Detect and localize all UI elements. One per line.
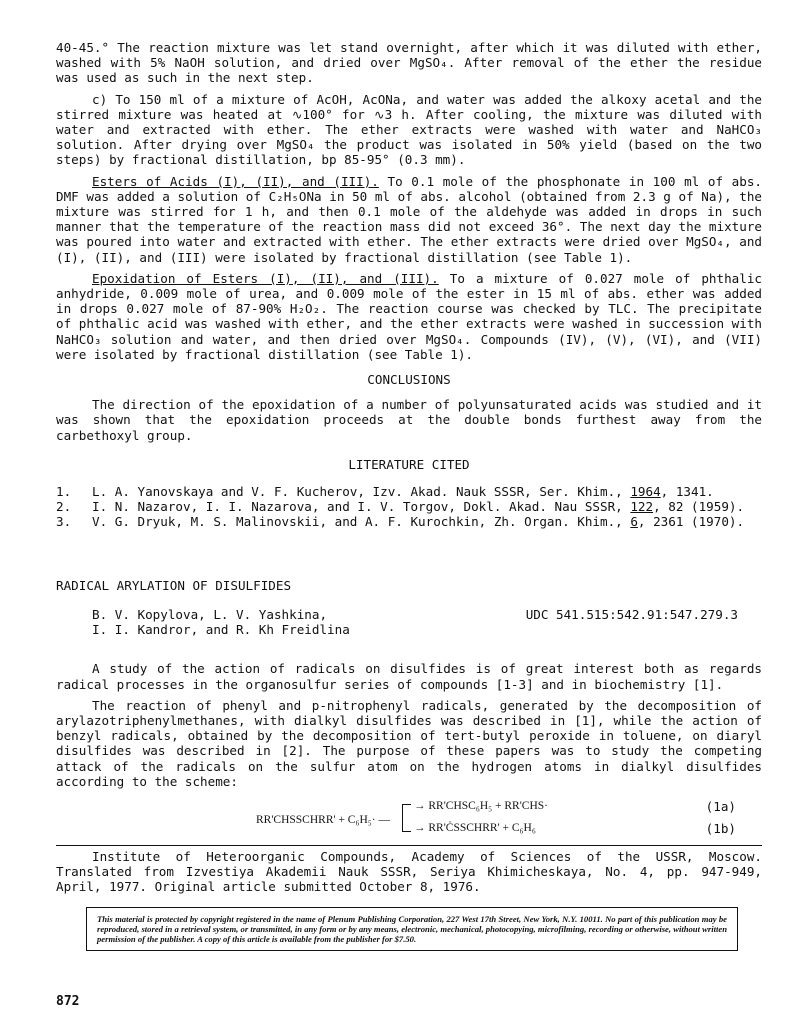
subheading-epoxidation: Epoxidation of Esters (I), (II), and (III).: [92, 270, 439, 286]
reaction-scheme: [56, 799, 762, 841]
footnote-divider: [56, 845, 762, 846]
reference-item: [56, 499, 762, 514]
reference-number: 1.: [56, 484, 72, 500]
scheme-product-1b: → RR'ĊSSCHRR' + C₆H₆: [414, 821, 536, 834]
equation-label-1a: (1a): [705, 798, 736, 814]
affiliation-note: Institute of Heteroorganic Compounds, Academy of Sciences of the USSR, Moscow. Translated from Izvestiya Akademii Nauk SSSR, Seriya Khimicheskaya, No. 4, pp. 947-949, April, 1977. Original article submitted October 8, 1976.: [56, 848, 762, 895]
scheme-product-1a: → RR'CHSC₆H₅ + RR'CHS·: [414, 799, 549, 812]
paragraph-esters-body: To 0.1 mole of the phosphonate in 100 ml of abs. DMF was added a solution of C₂H₅ONa in 50 ml of abs. alcohol (obtained from 2.3 g of Na), the mixture was stirred for 1 h, and then 0.1 mole of the aldehyde was added in drops in such manner that the temperature of the reaction mass did not exceed 36°. The next day the mixture was poured into water and extracted with ether. The ether extracts were dried over MgSO₄, and (I), (II), and (III) were isolated by fractional distillation (see Table 1).: [56, 173, 762, 265]
reference-item: [56, 484, 762, 499]
reference-citation: I. N. Nazarov, I. I. Nazarova, and I. V. Torgov, Dokl. Akad. Nau SSSR,: [92, 499, 631, 515]
reference-item: [56, 514, 762, 529]
authors-block: [56, 607, 762, 637]
authors-line: I. I. Kandror, and R. Kh Freidlina: [92, 622, 350, 638]
paragraph-continuation: 40-45.° The reaction mixture was let stand overnight, after which it was diluted with ether, washed with 5% NaOH solution, and dried over MgSO₄. After removal of the ether the residue was used as such in the next step.: [56, 40, 762, 86]
scheme-bracket: [402, 804, 411, 832]
equation-label-1b: (1b): [705, 820, 736, 836]
reference-pages: , 1341.: [660, 484, 714, 500]
paragraph-esters: [56, 174, 762, 265]
document-page: [56, 40, 762, 951]
copyright-notice: This material is protected by copyright registered in the name of Plenum Publishing Corporation, 227 West 17th Street, New York, N.Y. 10011. No part of this publication may be reproduced, stored in a retrieval system, or transmitted, in any form or by any means, electronic, mechanical, photocopying, microfilming, recording or otherwise, without written permission of the publisher. A copy of this article is available from the publisher for $7.50.: [86, 907, 738, 951]
reference-list: [56, 484, 762, 530]
reference-volume: 1964: [630, 484, 661, 500]
reference-number: 3.: [56, 514, 72, 530]
authors: [92, 607, 350, 637]
article-paragraph: The reaction of phenyl and p-nitrophenyl radicals, generated by the decomposition of arylazotriphenylmethanes, with dialkyl disulfides was described in [1], while the action of benzyl radicals, obtained by the decomposition of tert-butyl peroxide in toluene, on diaryl disulfides was described in [2]. The purpose of these papers was to study the competing attack of the radicals on the sulfur atom on the hydrogen atoms in dialkyl disulfides according to the scheme:: [56, 697, 762, 789]
article-title: RADICAL ARYLATION OF DISULFIDES: [56, 577, 292, 593]
reference-citation: V. G. Dryuk, M. S. Malinovskii, and A. F. Kurochkin, Zh. Organ. Khim.,: [92, 514, 631, 530]
paragraph-epoxidation-body: To a mixture of 0.027 mole of phthalic anhydride, 0.009 mole of urea, and 0.009 mole of the ester in 15 ml of abs. ether was added in drops 0.027 mole of 87-90% H₂O₂. The reaction course was checked by TLC. The precipitate of phthalic acid was washed with ether, and the ether extracts were washed in succession with NaHCO₃ solution and water, and then dried over MgSO₄. Compounds (IV), (V), (VI), and (VII) were isolated by fractional distillation (see Table 1).: [56, 270, 763, 362]
article-intro: A study of the action of radicals on disulfides is of great interest both as regards radical processes in the organosulfur series of compounds [1-3] and in biochemistry [1].: [56, 661, 762, 692]
reference-pages: , 2361 (1970).: [637, 514, 745, 530]
reference-citation: L. A. Yanovskaya and V. F. Kucherov, Izv. Akad. Nauk SSSR, Ser. Khim.,: [92, 484, 631, 500]
subheading-esters: Esters of Acids (I), (II), and (III).: [92, 173, 379, 189]
conclusions-heading: CONCLUSIONS: [367, 372, 451, 388]
reference-volume: 122: [630, 499, 654, 515]
authors-line: B. V. Kopylova, L. V. Yashkina,: [92, 606, 328, 622]
paragraph-epoxidation: [56, 271, 762, 362]
reference-volume: 6: [630, 514, 638, 530]
reference-text: [92, 499, 744, 514]
reference-text: [92, 514, 744, 529]
udc-code: UDC 541.515:542.91:547.279.3: [525, 606, 738, 622]
reference-pages: , 82 (1959).: [653, 499, 745, 515]
conclusions-text: The direction of the epoxidation of a number of polyunsaturated acids was studied and it was shown that the epoxidation proceeds at the double bonds furthest away from the carbethoxyl group.: [56, 397, 762, 443]
page-number: 872: [56, 994, 80, 1009]
reference-number: 2.: [56, 499, 72, 515]
literature-heading: LITERATURE CITED: [348, 456, 470, 472]
scheme-reactants: RR'CHSSCHRR' + C₆H₅· —: [256, 813, 391, 826]
paragraph-procedure-c: c) To 150 ml of a mixture of AcOH, AcONa, and water was added the alkoxy acetal and the stirred mixture was heated at ∿100° for ∿3 h. After cooling, the mixture was diluted with water and extracted with ether. The ether extracts were washed with water and NaHCO₃ solution. After drying over MgSO₄ the product was isolated in 50% yield (based on the two steps) by fractional distillation, bp 85-95° (0.3 mm).: [56, 91, 762, 168]
reference-text: [92, 484, 714, 499]
